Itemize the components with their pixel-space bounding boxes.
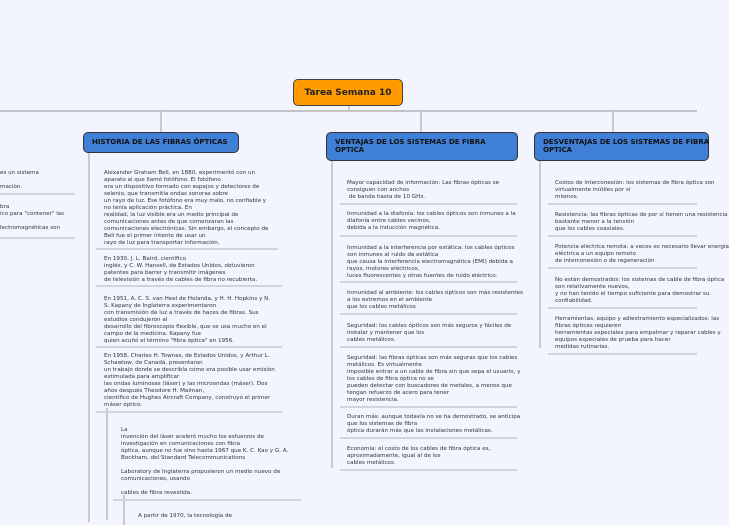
divider (548, 307, 697, 309)
connector-desventajas-items (539, 160, 541, 348)
ventajas-item[interactable]: Inmunidad a la diafonía: los cables ópticos son inmunes a la diafonía entre cables vecinos, debida a la inducción magnética. (347, 211, 516, 231)
divider (340, 313, 517, 315)
divider (96, 285, 282, 287)
ventajas-title: VENTAJAS DE LOS SISTEMAS DE FIBRA ÓPTICA (335, 138, 486, 154)
connector-historia-items (88, 152, 90, 522)
ventajas-item[interactable]: Inmunidad a la interferencia por estática: los cables ópticos son inmunes al ruido de estática que causa la interferencia electromagnética (EMI) debida a rayos, motores eléctricos, luces fluorescentes y otras fuentes de ruido eléctrico. (347, 245, 515, 279)
divider (340, 235, 517, 237)
divider (340, 281, 517, 283)
historia-item[interactable]: La invención del láser aceleró mucho los esfuerzos de investigación en comunicaciones con fibra óptica, aunque no fue sino hasta 1967 que K. C. Kao y G. A. Bockham, del Standard Telecommunications Laboratory de Inglaterra propusieron un medio nuevo de comunicaciones, usando cables de fibra revestida. (121, 427, 289, 496)
root-title: Tarea Semana 10 (304, 87, 392, 98)
divider (340, 203, 517, 205)
connector-historia-nested (106, 408, 108, 520)
divider (548, 353, 697, 355)
divider (0, 237, 75, 239)
desventajas-title: DESVENTAJAS DE LOS SISTEMAS DE FIBRA ÓPTICA (543, 138, 710, 154)
desventajas-item[interactable]: Costos de interconexión: los sistemas de fibra óptica son virtualmente inútiles por sí mismos. (555, 180, 715, 200)
historia-item[interactable]: Alexander Graham Bell, en 1880, experimentó con un aparato al que llamó fotófono. El fotófono era un dispositivo formado con espejos y detectores de selenio, que transmitía ondas sonoras sobre un rayo de luz. Ese fotófono era muy malo, no confiable y no tenía aplicación práctica. En realidad, la luz visible era un medio principal de comunicaciones antes de que comenzaran las comunicaciones electrónicas. Sin embargo, el concepto de Bell fue el primer intento de usar un rayo de luz para transportar información. (104, 170, 269, 246)
ventajas-item[interactable]: Mayor capacidad de información: Las fibras ópticas se consiguen con anchos de banda hasta de 10 GHz. (347, 180, 500, 200)
desventajas-item[interactable]: No están demostrados: los sistemas de cable de fibra óptica son relativamente nuevos, y no han tenido el tiempo suficiente para demostrar su confiabilidad. (555, 277, 725, 304)
divider (0, 193, 75, 195)
ventajas-item[interactable]: Inmunidad al ambiente: los cables ópticos son más resistentes a los extremos en el ambiente que los cables metálicos (347, 290, 523, 310)
ventajas-item[interactable]: Economía: el costo de los cables de fibra óptica es, aproximadamente, igual al de los cables metálicos. (347, 446, 491, 466)
historia-node[interactable] (83, 132, 239, 153)
divider (340, 469, 517, 471)
divider (340, 406, 517, 408)
divider (548, 235, 697, 237)
ventajas-node[interactable] (326, 132, 518, 161)
historia-title: HISTORIA DE LAS FIBRAS ÓPTICAS (92, 138, 228, 146)
connector-ventajas-items (331, 160, 333, 468)
left-partial-item[interactable]: es un sistema mación. (0, 170, 39, 190)
desventajas-item[interactable]: Herramientas, equipo y adiestramiento especializados: las fibras ópticas requieren herramientas especiales para empalmar y reparar cables y equipos especiales de prueba para hacer medidas rutinarias. (555, 316, 721, 350)
historia-item[interactable]: En 1951, A. C. S. van Heel de Holanda, y H. H. Hopkins y N. S. Kapany de Inglaterra experimentaron con transmisión de luz a través de haces de fibras. Sus estudios condujeron al desarrollo del fibroscopio flexible, que se usa mucho en el campo de la medicina. Kapany fue quien acuñó el término "fibra óptica" en 1956. (104, 296, 271, 344)
divider (340, 437, 517, 439)
historia-item[interactable]: A partir de 1970, la tecnología de (138, 513, 232, 519)
root-node[interactable] (293, 79, 403, 106)
divider (96, 411, 282, 413)
desventajas-item[interactable]: Potencia eléctrica remota: a veces es necesario llevar energía eléctrica a un equipo remoto de interconexión o de regeneración (555, 244, 729, 264)
desventajas-node[interactable] (534, 132, 709, 161)
ventajas-item[interactable]: Seguridad: las fibras ópticas son más seguras que los cables metálicos. Es virtualmente imposible entrar a un cable de fibra sin que sepa el usuario, y los cables de fibra óptica no se pueden detectar con buscadores de metales, a menos que tengan refuerzo de acero para tener mayor resistencia. (347, 355, 521, 403)
divider (548, 203, 697, 205)
left-partial-item[interactable]: bra ico para "contener" las lectromagnéticas son (0, 204, 65, 231)
divider (340, 346, 517, 348)
divider (113, 499, 301, 501)
ventajas-item[interactable]: Duran más: aunque todavía no se ha demostrado, se anticipa que los sistemas de fibra óptica durarán más que las instalaciones metálicas. (347, 414, 521, 434)
connector-desventajas (612, 111, 614, 133)
desventajas-item[interactable]: Resistencia: las fibras ópticas de por sí tienen una resistencia bastante menor a la tensión que los cables coaxiales. (555, 212, 728, 232)
ventajas-item[interactable]: Seguridad: los cables ópticos son más seguros y fáciles de instalar y mantener que los cables metálicos. (347, 323, 512, 343)
divider (548, 267, 697, 269)
historia-item[interactable]: En 1958, Charles H. Townes, de Estados Unidos, y Arthur L. Schawlow, de Canadá, presentaron un trabajo donde se describía cómo era posible usar emisión estimulada para amplificar las ondas luminosas (láser) y las microondas (máser). Dos años después Theodore H. Maiman, científico de Hughes Aircraft Company, construyó el primer máser óptico. (104, 353, 275, 408)
divider (96, 346, 282, 348)
divider (96, 248, 278, 250)
connector-historia (160, 111, 162, 133)
historia-item[interactable]: En 1930, J. L. Baird, científico inglés, y C. W. Hansell, de Estados Unidos, obtuvieron patentes para barrer y transmitir imágenes de televisión a través de cables de fibra no recubierta. (104, 256, 258, 283)
connector-ventajas (420, 111, 422, 133)
